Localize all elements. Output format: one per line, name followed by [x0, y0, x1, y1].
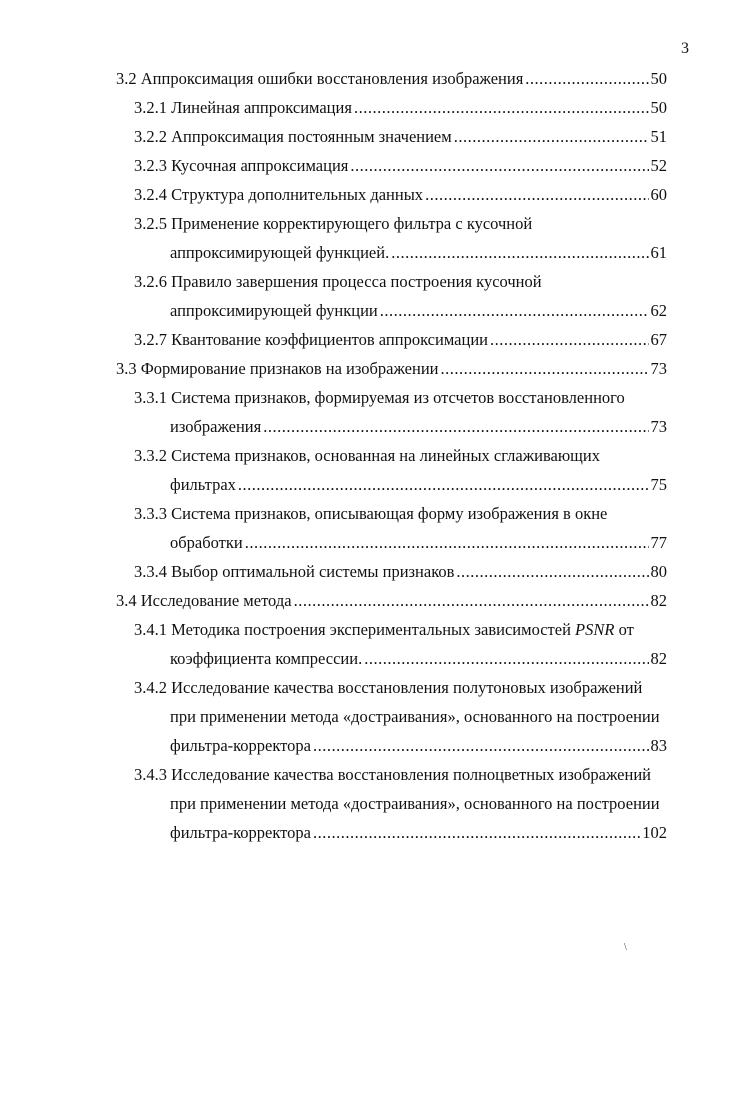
toc-entry-title: 3.3.1 Система признаков, формируемая из отсчетов восстановленного [134, 388, 625, 407]
toc-page-number: 83 [650, 736, 667, 755]
toc-page-number: 67 [650, 330, 667, 349]
dot-leader [238, 470, 649, 499]
dot-leader [263, 412, 648, 441]
toc-entry-title: 3.4.2 Исследование качества восстановления полутоновых изображений [134, 678, 643, 697]
table-of-contents [0, 64, 733, 847]
toc-entry-title-part: 3.4.1 Методика построения экспериментальных зависимостей [134, 620, 576, 639]
toc-page-number: 61 [650, 243, 667, 262]
toc-entry-title [134, 615, 634, 644]
toc-entry-3-2[interactable] [0, 64, 733, 93]
toc-entry-title-cont: при применении метода «достраивания», основанного на построении [170, 707, 660, 726]
toc-page-number: 102 [642, 823, 667, 842]
page-number: 3 [681, 40, 689, 57]
toc-entry-title: 3.2.6 Правило завершения процесса построения кусочной [134, 272, 542, 291]
dot-leader [245, 528, 649, 557]
toc-entry-3-2-6-cont[interactable] [0, 296, 733, 325]
toc-entry-title-cont: фильтра-корректора [170, 823, 311, 842]
dot-leader [354, 93, 649, 122]
toc-page-number: 73 [650, 359, 667, 378]
toc-entry-title: 3.3.3 Система признаков, описывающая форму изображения в окне [134, 504, 608, 523]
toc-page-number: 77 [650, 533, 667, 552]
toc-entry-title-cont: коэффициента компрессии. [170, 649, 363, 668]
toc-entry-title: 3.4.3 Исследование качества восстановления полноцветных изображений [134, 765, 651, 784]
toc-entry-title: 3.3 Формирование признаков на изображении [116, 359, 439, 378]
toc-entry-3-3-1-cont[interactable] [0, 412, 733, 441]
dot-leader [440, 354, 648, 383]
dot-leader [425, 180, 648, 209]
toc-entry-title-cont: фильтра-корректора [170, 736, 311, 755]
toc-entry-3-2-4[interactable] [0, 180, 733, 209]
toc-entry-title-cont: аппроксимирующей функцией. [170, 243, 390, 262]
toc-entry-title: 3.2.3 Кусочная аппроксимация [134, 156, 349, 175]
toc-entry-title: 3.3.2 Система признаков, основанная на линейных сглаживающих [134, 446, 600, 465]
toc-entry-3-2-5[interactable] [0, 209, 733, 238]
toc-entry-title: 3.2 Аппроксимация ошибки восстановления изображения [116, 69, 524, 88]
toc-page-number: 62 [650, 301, 667, 320]
toc-entry-3-4-2-cont[interactable] [0, 731, 733, 760]
toc-entry-title: 3.3.4 Выбор оптимальной системы признаков [134, 562, 455, 581]
toc-page-number: 60 [650, 185, 667, 204]
toc-entry-3-2-7[interactable] [0, 325, 733, 354]
toc-entry-title-part: от [614, 620, 634, 639]
dot-leader [490, 325, 649, 354]
toc-page-number: 50 [650, 69, 667, 88]
toc-entry-3-4-3-cont[interactable] [0, 818, 733, 847]
toc-entry-title: 3.2.2 Аппроксимация постоянным значением [134, 127, 452, 146]
toc-entry-title-cont: при применении метода «достраивания», основанного на построении [170, 794, 660, 813]
dot-leader [294, 586, 649, 615]
toc-page-number: 80 [650, 562, 667, 581]
toc-page-number: 51 [650, 127, 667, 146]
toc-entry-title: 3.2.1 Линейная аппроксимация [134, 98, 352, 117]
toc-entry-3-2-1[interactable] [0, 93, 733, 122]
toc-page-number: 50 [650, 98, 667, 117]
toc-entry-3-4-1[interactable] [0, 615, 733, 644]
toc-entry-3-3[interactable] [0, 354, 733, 383]
dot-leader [313, 731, 649, 760]
toc-page-number: 75 [650, 475, 667, 494]
toc-entry-3-3-2[interactable] [0, 441, 733, 470]
toc-entry-3-4-3-mid[interactable] [0, 789, 733, 818]
dot-leader [454, 122, 649, 151]
dot-leader [380, 296, 649, 325]
psnr-term: PSNR [575, 620, 615, 639]
toc-page-number: 82 [650, 591, 667, 610]
toc-entry-3-3-4[interactable] [0, 557, 733, 586]
dot-leader [313, 818, 640, 847]
dot-leader [391, 238, 648, 267]
toc-entry-3-4-2[interactable] [0, 673, 733, 702]
dot-leader [350, 151, 648, 180]
toc-entry-3-4[interactable] [0, 586, 733, 615]
toc-entry-3-3-3[interactable] [0, 499, 733, 528]
toc-page-number: 52 [650, 156, 667, 175]
toc-page-number: 82 [650, 649, 667, 668]
toc-entry-3-2-6[interactable] [0, 267, 733, 296]
toc-entry-title-cont: изображения [170, 417, 262, 436]
toc-entry-3-2-3[interactable] [0, 151, 733, 180]
toc-entry-3-4-1-cont[interactable] [0, 644, 733, 673]
toc-entry-title: 3.2.5 Применение корректирующего фильтра с кусочной [134, 214, 533, 233]
toc-entry-title: 3.4 Исследование метода [116, 591, 292, 610]
toc-entry-3-3-2-cont[interactable] [0, 470, 733, 499]
toc-entry-3-4-2-mid[interactable] [0, 702, 733, 731]
toc-entry-title: 3.2.4 Структура дополнительных данных [134, 185, 424, 204]
dot-leader [456, 557, 648, 586]
toc-page-number: 73 [650, 417, 667, 436]
dot-leader [525, 64, 648, 93]
toc-entry-3-2-2[interactable] [0, 122, 733, 151]
dot-leader [364, 644, 648, 673]
toc-entry-3-4-3[interactable] [0, 760, 733, 789]
toc-entry-title: 3.2.7 Квантование коэффициентов аппроксимации [134, 330, 488, 349]
toc-entry-title-cont: фильтрах [170, 475, 236, 494]
toc-entry-3-3-1[interactable] [0, 383, 733, 412]
toc-entry-3-2-5-cont[interactable] [0, 238, 733, 267]
stray-mark: \ [624, 942, 627, 953]
toc-entry-title-cont: обработки [170, 533, 243, 552]
toc-entry-title-cont: аппроксимирующей функции [170, 301, 378, 320]
toc-entry-3-3-3-cont[interactable] [0, 528, 733, 557]
